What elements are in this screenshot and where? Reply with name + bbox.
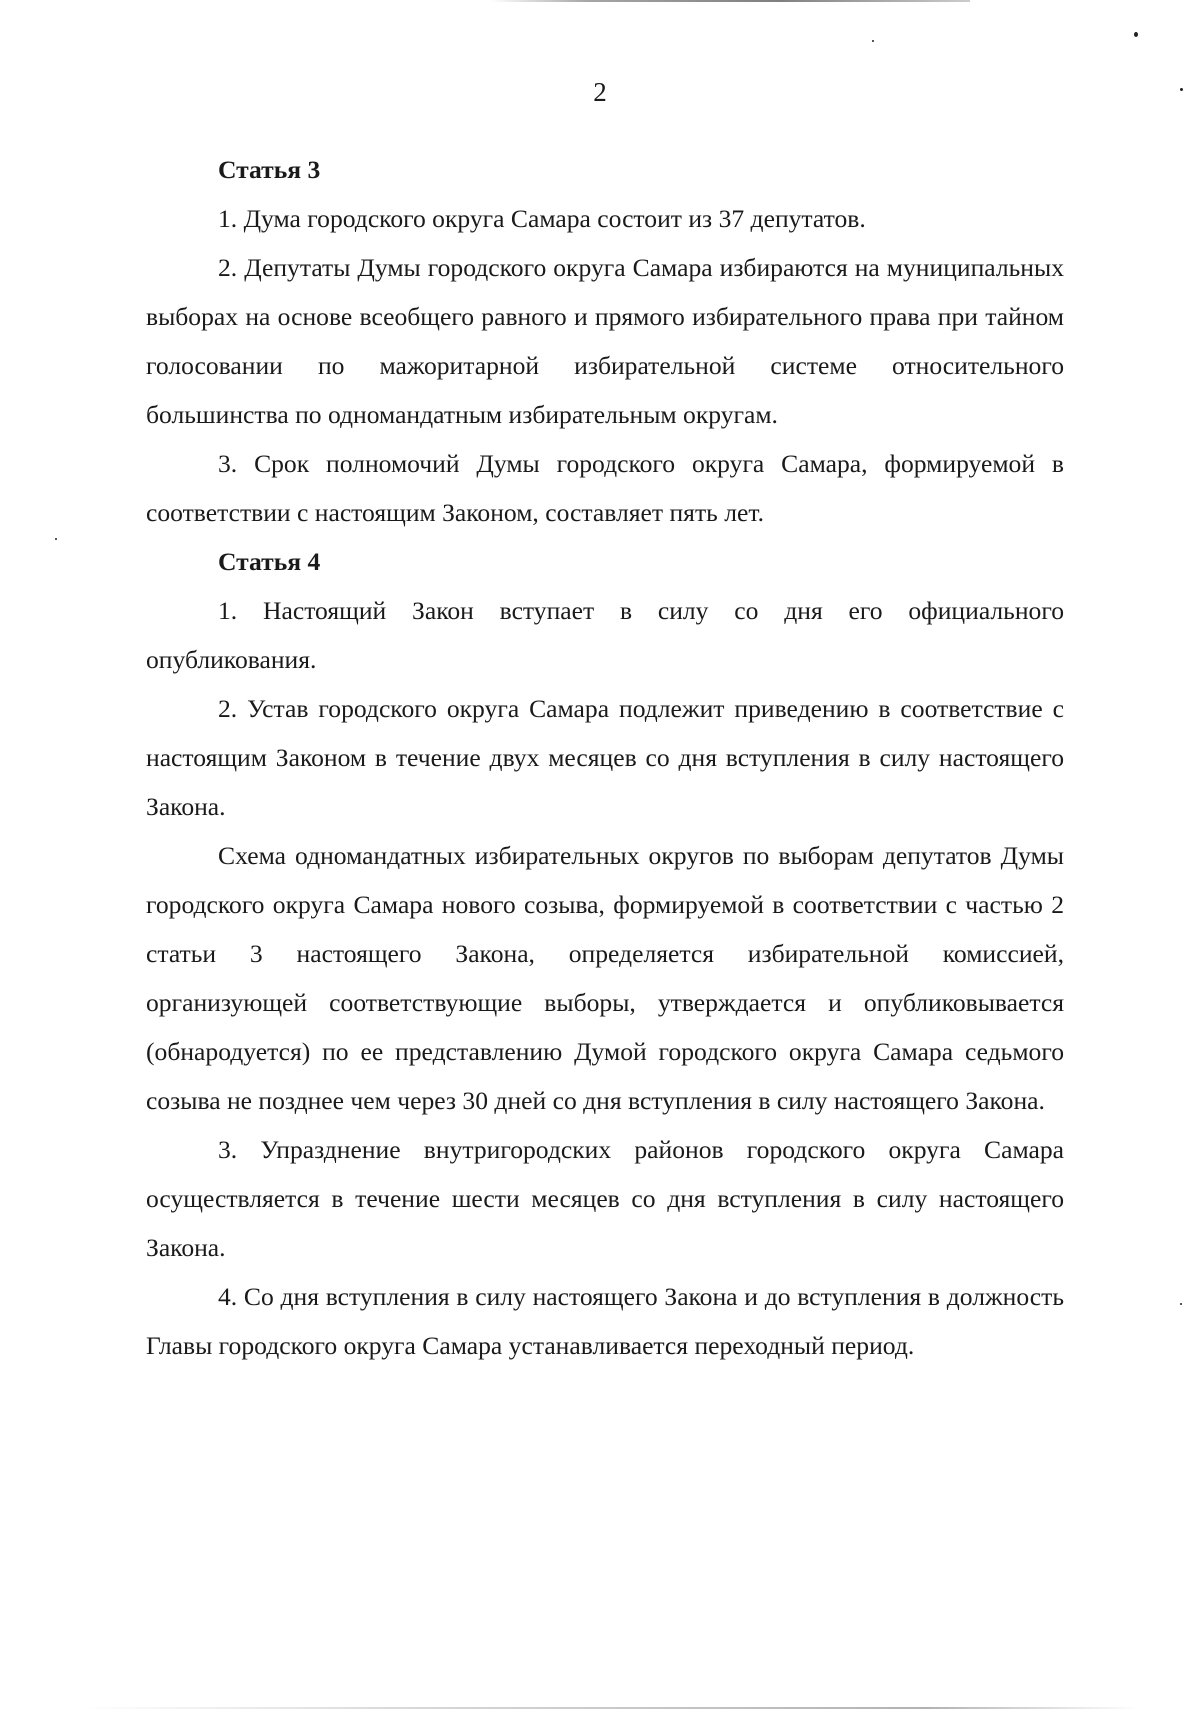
paragraph: Схема одномандатных избирательных округов по выборам депутатов Думы городского округа Самара нового созыва, формируемой в соответствии с частью 2 статьи 3 настоящего Закона, определяется избирательной комиссией, организующей соответствующие выборы, утверждается и опубликовывается (обнародуется) по ее представлению Думой городского округа Самара седьмого созыва не позднее чем через 30 дней со дня вступления в силу настоящего Закона. bbox=[146, 841, 1064, 1115]
scan-speck bbox=[1134, 32, 1138, 37]
paragraph: 1. Дума городского округа Самара состоит из 37 депутатов. bbox=[218, 204, 866, 233]
scan-speck bbox=[55, 538, 57, 540]
paragraph: 2. Депутаты Думы городского округа Самара избираются на муниципальных выборах на основе всеобщего равного и прямого избирательного права при тайном голосовании по мажоритарной избирательной системе относительного большинства по одномандатным избирательным округам. bbox=[146, 253, 1064, 429]
paragraph: 3. Упразднение внутригородских районов городского округа Самара осуществляется в течение шести месяцев со дня вступления в силу настоящего Закона. bbox=[146, 1135, 1064, 1262]
page-number: 2 bbox=[593, 77, 607, 107]
paragraph: 3. Срок полномочий Думы городского округа Самара, формируемой в соответствии с настоящим Законом, составляет пять лет. bbox=[146, 449, 1064, 527]
article-heading: Статья 4 bbox=[218, 547, 321, 576]
article-heading: Статья 3 bbox=[218, 155, 321, 184]
scan-speck bbox=[872, 40, 874, 42]
paragraph: 1. Настоящий Закон вступает в силу со дня его официального опубликования. bbox=[146, 596, 1064, 674]
paragraph: 2. Устав городского округа Самара подлежит приведению в соответствие с настоящим Законом в течение двух месяцев со дня вступления в силу настоящего Закона. bbox=[146, 694, 1064, 821]
scan-top-edge bbox=[490, 0, 970, 2]
scan-speck bbox=[1180, 1303, 1182, 1305]
document-body bbox=[146, 145, 1064, 1370]
paragraph: 4. Со дня вступления в силу настоящего Закона и до вступления в должность Главы городского округа Самара устанавливается переходный период. bbox=[146, 1282, 1064, 1360]
